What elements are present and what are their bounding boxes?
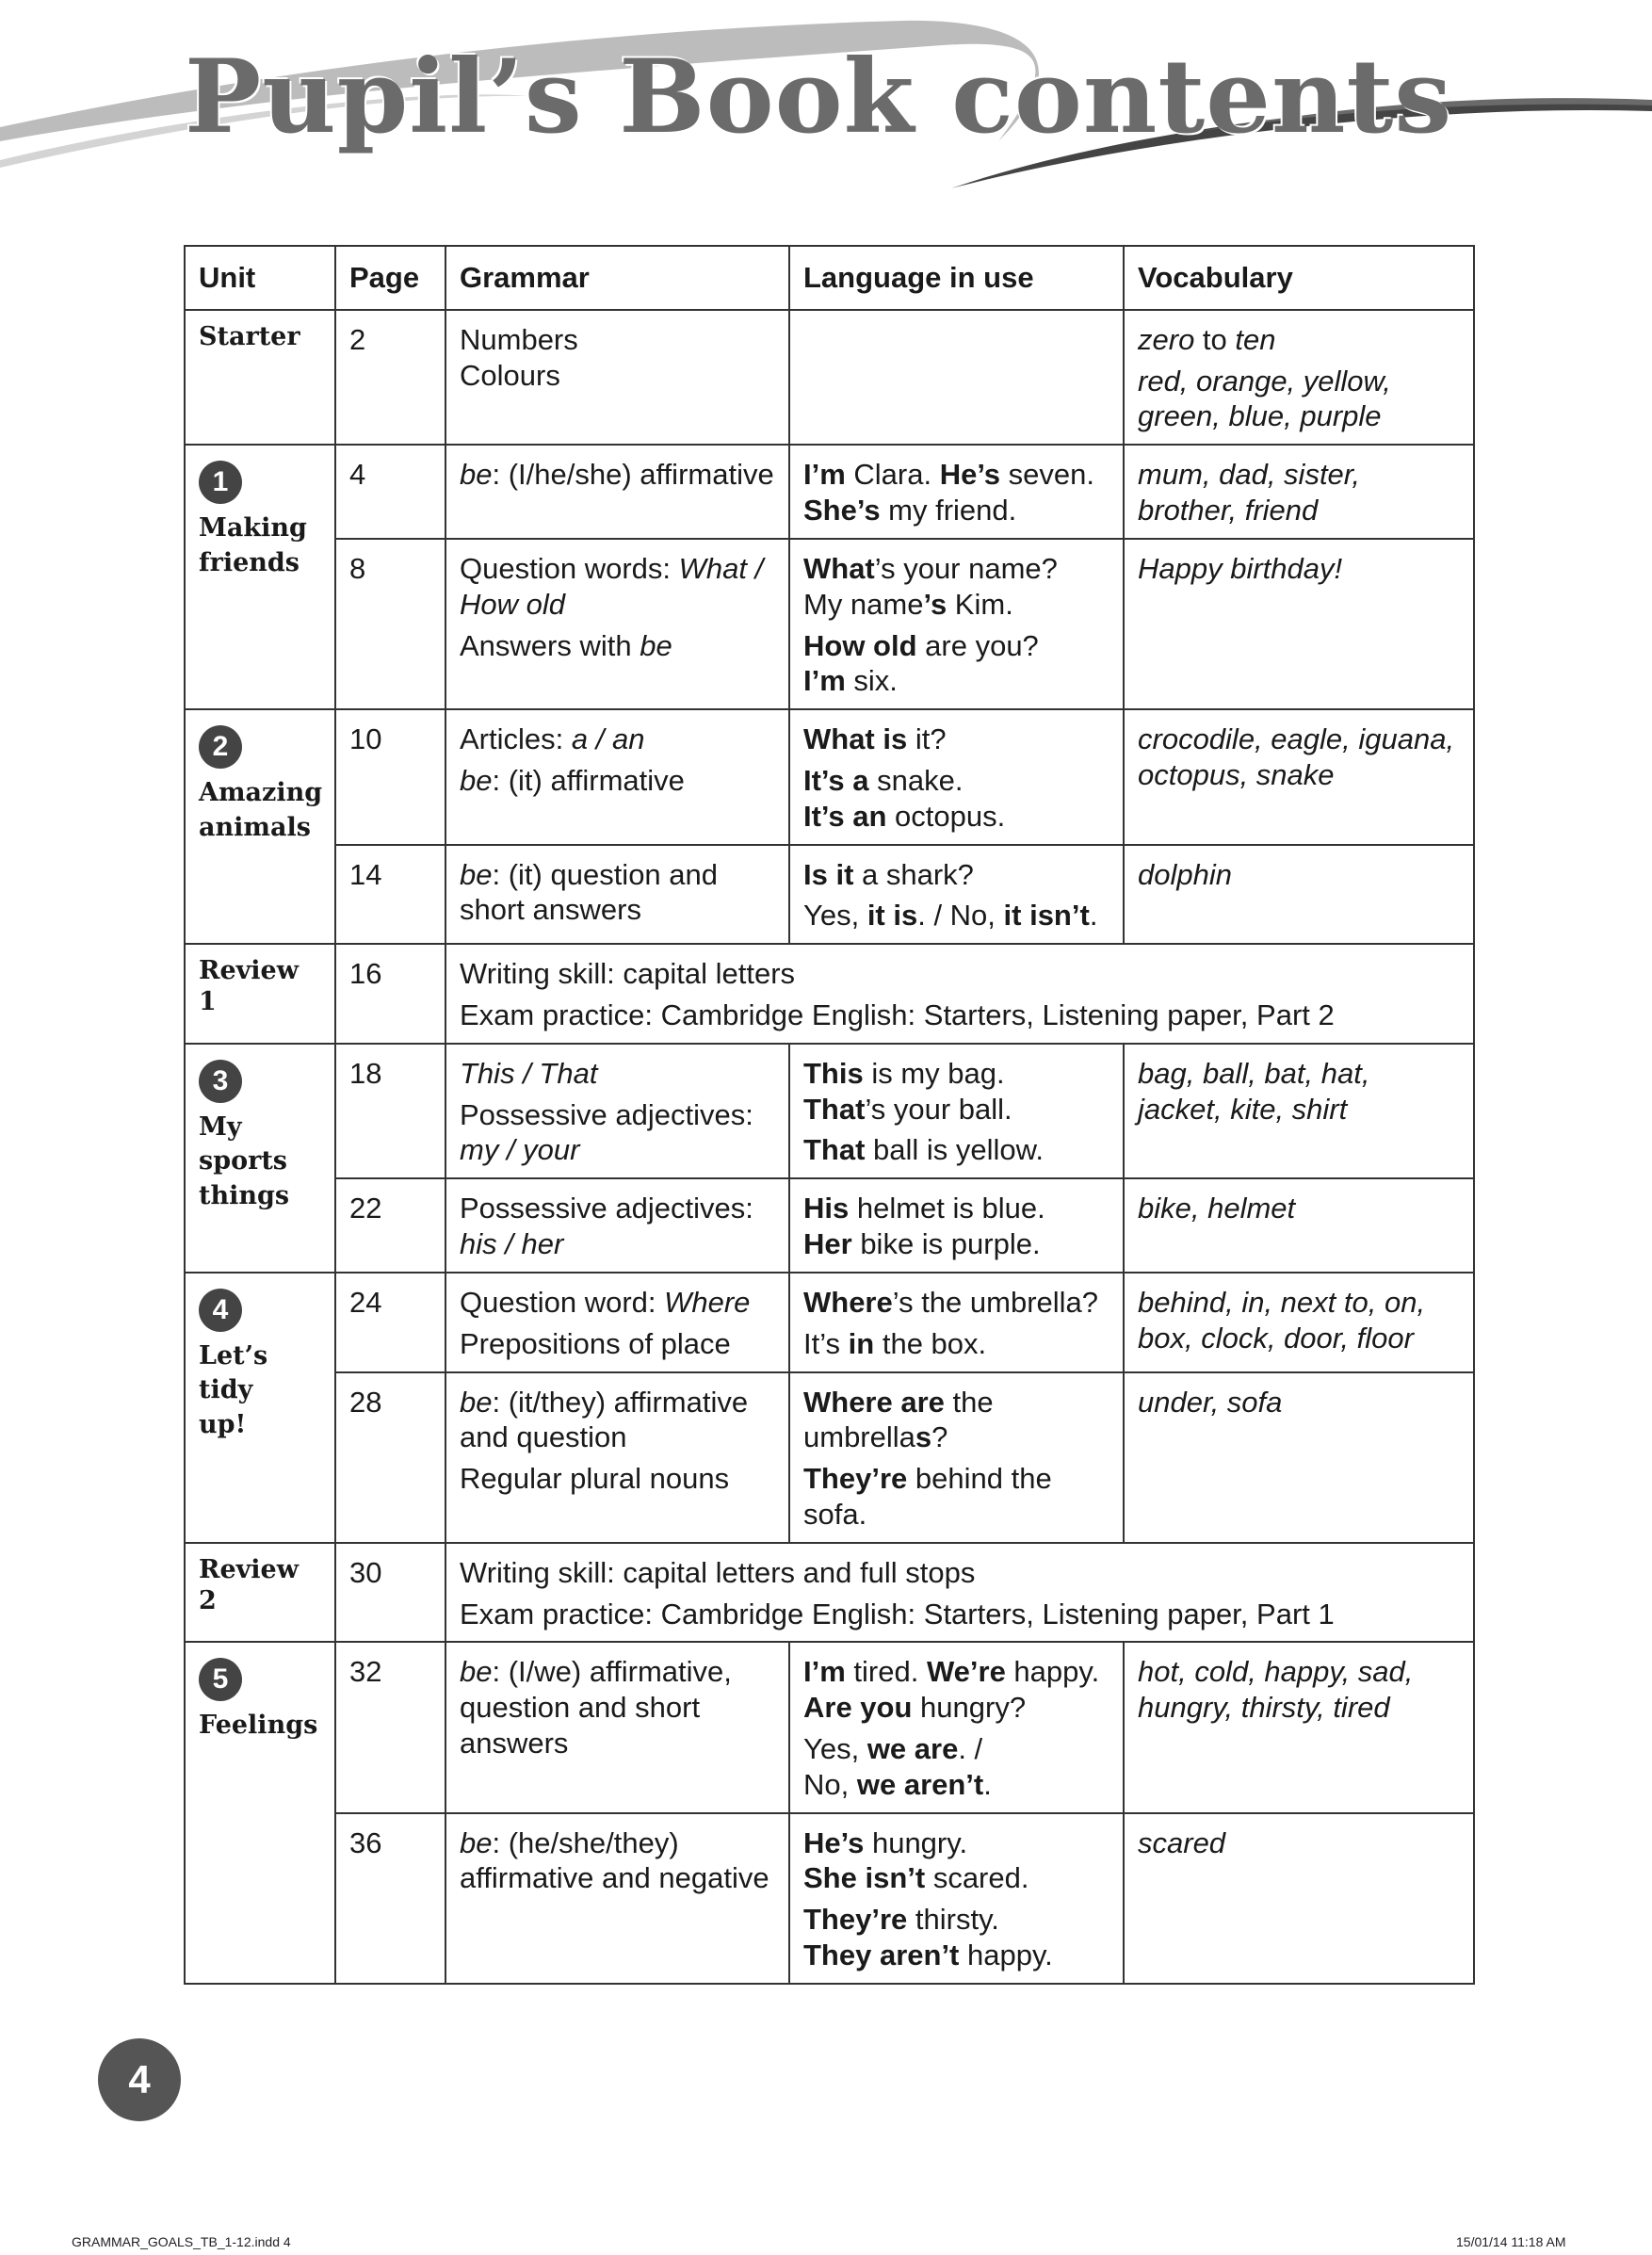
unit-name: Making [199,513,307,543]
language-text: behind the sofa. [803,1462,1052,1531]
unit-name: up! [199,1409,247,1439]
language-text: Yes, [803,1732,867,1765]
language-text: It’s a [803,763,869,797]
language-text: ’s your ball. [865,1092,1012,1126]
vocabulary-cell [1124,310,1474,445]
language-text: a shark? [853,857,974,891]
language-cell [789,539,1124,709]
table-row [185,1273,1474,1372]
language-text: s [915,1420,932,1454]
language-cell [789,845,1124,945]
vocab-text: zero [1138,322,1195,356]
vocabulary-cell [1124,845,1474,945]
grammar-text: : (it/they) affirmative and question [460,1385,749,1454]
page-cell: 16 [335,944,445,1044]
vocab-text: dolphin [1138,857,1232,891]
grammar-cell [445,1372,789,1543]
language-cell [789,1813,1124,1984]
page-cell: 2 [335,310,445,445]
language-text: His [803,1192,850,1225]
grammar-text: be [460,763,493,797]
language-text: Where are [803,1385,945,1419]
language-text: hungry. [864,1825,968,1859]
unit-number-badge: 3 [199,1060,242,1103]
grammar-text: / [496,1227,522,1261]
language-cell [789,1372,1124,1543]
language-text: the umbrella [803,1385,994,1454]
vocab-text: scared [1138,1825,1226,1859]
grammar-text: / [588,722,612,756]
language-text: Are you [803,1691,913,1725]
grammar-cell [445,310,789,445]
vocab-text: behind, in, next to, on, box, clock, door, floor [1138,1285,1426,1355]
language-text: happy. [959,1939,1053,1972]
review-cell [445,1543,1474,1643]
language-text: hungry? [912,1691,1027,1725]
language-text: My name [803,587,924,621]
vocabulary-cell [1124,1813,1474,1984]
language-cell [789,1178,1124,1273]
contents-table [184,245,1475,1985]
unit-4-cell [185,1273,335,1543]
grammar-cell [445,1273,789,1372]
grammar-text: Possessive adjectives: [460,1097,753,1131]
language-text: . [1089,899,1098,933]
vocabulary-cell [1124,1044,1474,1178]
grammar-text: This [460,1056,515,1090]
language-text: ’s [923,587,947,621]
grammar-text: How old [460,587,565,621]
unit-review-2: Review 2 [185,1543,335,1643]
unit-name: Amazing [199,778,323,808]
table-header-row [185,246,1474,310]
header-grammar: Grammar [445,246,789,310]
grammar-text: / [746,551,764,585]
vocabulary-cell [1124,1642,1474,1812]
page-cell: 22 [335,1178,445,1273]
review-line: Writing skill: capital letters and full stops [460,1555,976,1589]
table-row [185,445,1474,539]
unit-number-badge: 4 [199,1289,242,1332]
language-text: in [848,1326,875,1360]
language-text: ? [931,1420,948,1454]
page-cell: 8 [335,539,445,709]
grammar-text: be [460,1655,493,1689]
language-text: are you? [916,628,1039,662]
table-row [185,1543,1474,1643]
language-text: He’s [803,1825,865,1859]
language-text: That [803,1092,866,1126]
language-text: He’s [939,458,1001,492]
grammar-text: her [521,1227,564,1261]
review-line: Exam practice: Cambridge English: Starters, Listening paper, Part 1 [460,1597,1335,1630]
language-text: ball is yellow. [865,1133,1044,1167]
vocab-text: ten [1235,322,1276,356]
page-cell: 10 [335,709,445,844]
unit-number-badge: 1 [199,461,242,504]
language-text: It’s [803,1326,849,1360]
vocabulary-cell [1124,709,1474,844]
grammar-text: your [523,1133,580,1167]
grammar-text: : (it) question and short answers [460,857,719,927]
header-page: Page [335,246,445,310]
page-cell: 28 [335,1372,445,1543]
vocabulary-cell [1124,1273,1474,1372]
grammar-text: / [514,1056,540,1090]
vocab-text: bike, helmet [1138,1192,1296,1225]
page-title: Pupil’s Book contents [185,38,1453,156]
page-cell: 32 [335,1642,445,1812]
grammar-text: : (it) affirmative [492,763,685,797]
language-text: They’re [803,1462,908,1496]
language-text: seven. [1000,458,1095,492]
vocabulary-cell [1124,445,1474,539]
language-text: She’s [803,494,881,527]
unit-number-badge: 2 [199,725,242,769]
language-text: Yes, [803,899,867,933]
language-cell [789,709,1124,844]
language-text: we aren’t [856,1767,984,1801]
unit-2-cell [185,709,335,944]
grammar-text: : (I/we) affirmative, question and short answers [460,1655,732,1760]
unit-1-cell [185,445,335,709]
grammar-text: Prepositions of place [460,1326,731,1360]
grammar-cell [445,709,789,844]
print-slug-date: 15/01/14 11:18 AM [1456,2234,1566,2249]
grammar-text: Possessive adjectives: [460,1192,753,1225]
page-cell: 18 [335,1044,445,1178]
table-row [185,944,1474,1044]
header-unit: Unit [185,246,335,310]
grammar-text: Regular plural nouns [460,1462,730,1496]
unit-name: My sports [199,1111,287,1176]
language-text: six. [845,664,898,698]
header-vocabulary: Vocabulary [1124,246,1474,310]
grammar-text: a [571,722,589,756]
language-text: This [803,1056,864,1090]
table-row [185,310,1474,445]
language-text: . / [958,1732,983,1765]
language-text: Clara. [845,458,940,492]
page-cell: 36 [335,1813,445,1984]
grammar-text: an [611,722,645,756]
language-text: Where [803,1285,893,1319]
grammar-text: : (I/he/she) affirmative [492,458,774,492]
table-row [185,709,1474,844]
page-number-badge: 4 [98,2038,181,2121]
language-text: is my bag. [863,1056,1005,1090]
vocab-text: Happy birthday! [1138,551,1343,585]
grammar-text: / [498,1133,524,1167]
review-line: Exam practice: Cambridge English: Starters, Listening paper, Part 2 [460,998,1335,1031]
language-text: They aren’t [803,1939,960,1972]
language-text: scared. [925,1861,1029,1895]
review-cell [445,944,1474,1044]
vocab-text: hot, cold, happy, sad, hungry, thirsty, tired [1138,1655,1414,1725]
vocab-text: under, sofa [1138,1385,1283,1419]
unit-name: animals [199,812,311,842]
language-text: it isn’t [1003,899,1090,933]
vocab-text: mum, dad, sister, brother, friend [1138,458,1361,527]
language-text: What is [803,722,908,756]
language-text: bike is purple. [851,1227,1041,1261]
grammar-text: What [678,551,747,585]
language-text: octopus. [886,799,1006,833]
language-text: She isn’t [803,1861,926,1895]
grammar-cell [445,445,789,539]
language-text: . / No, [917,899,1004,933]
language-text: I’m [803,1655,846,1689]
language-text: How old [803,628,917,662]
table-row [185,1044,1474,1178]
table-row [185,1178,1474,1273]
page-cell: 4 [335,445,445,539]
vocab-text: to [1194,322,1236,356]
unit-name: Let’s tidy [199,1340,268,1405]
table-row [185,845,1474,945]
grammar-cell [445,1178,789,1273]
language-text: They’re [803,1903,908,1937]
unit-3-cell [185,1044,335,1273]
page-cell: 30 [335,1543,445,1643]
grammar-text: my [460,1133,499,1167]
unit-starter: Starter [185,310,335,445]
language-text: the box. [874,1326,987,1360]
grammar-cell [445,539,789,709]
vocabulary-cell [1124,1178,1474,1273]
language-cell [789,1642,1124,1812]
grammar-text: be [460,857,493,891]
language-text: thirsty. [907,1903,999,1937]
language-text: What [803,551,875,585]
grammar-text: be [460,1825,493,1859]
vocabulary-cell [1124,539,1474,709]
grammar-cell [445,1642,789,1812]
unit-name: friends [199,547,300,577]
language-text: happy. [1005,1655,1100,1689]
grammar-text: Articles: [460,722,572,756]
vocab-text: crocodile, eagle, iguana, octopus, snake [1138,722,1455,791]
grammar-text: be [460,458,493,492]
grammar-line: Numbers [460,322,578,356]
language-text: ’s the umbrella? [892,1285,1099,1319]
language-text: it is [866,899,918,933]
grammar-cell [445,1044,789,1178]
table-row [185,1642,1474,1812]
language-text: Her [803,1227,852,1261]
unit-5-cell [185,1642,335,1984]
grammar-cell [445,845,789,945]
page-cell: 14 [335,845,445,945]
language-cell [789,310,1124,445]
language-text: That [803,1133,866,1167]
unit-name: Feelings [199,1711,318,1741]
grammar-line: Colours [460,358,560,392]
grammar-text: Question words: [460,551,679,585]
grammar-text: Answers with [460,628,640,662]
table-row [185,1813,1474,1984]
grammar-cell [445,1813,789,1984]
unit-name: things [199,1180,290,1210]
language-text: I’m [803,664,846,698]
language-text: tired. [845,1655,927,1689]
language-text: We’re [926,1655,1006,1689]
language-text: No, [803,1767,857,1801]
language-text: ’s your name? [874,551,1058,585]
table-row [185,539,1474,709]
language-cell [789,445,1124,539]
language-text: it? [907,722,947,756]
language-cell [789,1273,1124,1372]
language-text: helmet is blue. [849,1192,1045,1225]
language-text: I’m [803,458,846,492]
language-text: Kim. [947,587,1013,621]
unit-number-badge: 5 [199,1658,242,1701]
vocab-text: red, orange, yellow, green, blue, purple [1138,364,1391,433]
language-text: . [983,1767,992,1801]
grammar-text: be [640,628,672,662]
language-text: my friend. [880,494,1017,527]
grammar-text: : (he/she/they) affirmative and negative [460,1825,769,1895]
language-text: snake. [868,763,964,797]
unit-review-1: Review 1 [185,944,335,1044]
language-cell [789,1044,1124,1178]
header-language: Language in use [789,246,1124,310]
language-text: we are [866,1732,959,1765]
review-line: Writing skill: capital letters [460,957,796,991]
grammar-text: be [460,1385,493,1419]
vocab-text: bag, ball, bat, hat, jacket, kite, shirt [1138,1056,1370,1126]
print-slug-file: GRAMMAR_GOALS_TB_1-12.indd 4 [72,2234,291,2249]
page-cell: 24 [335,1273,445,1372]
language-text: It’s an [803,799,887,833]
grammar-text: That [539,1056,598,1090]
table-row [185,1372,1474,1543]
vocabulary-cell [1124,1372,1474,1543]
grammar-text: his [460,1227,497,1261]
language-text: Is it [803,857,854,891]
grammar-text: Where [664,1285,751,1319]
grammar-text: Question word: [460,1285,665,1319]
